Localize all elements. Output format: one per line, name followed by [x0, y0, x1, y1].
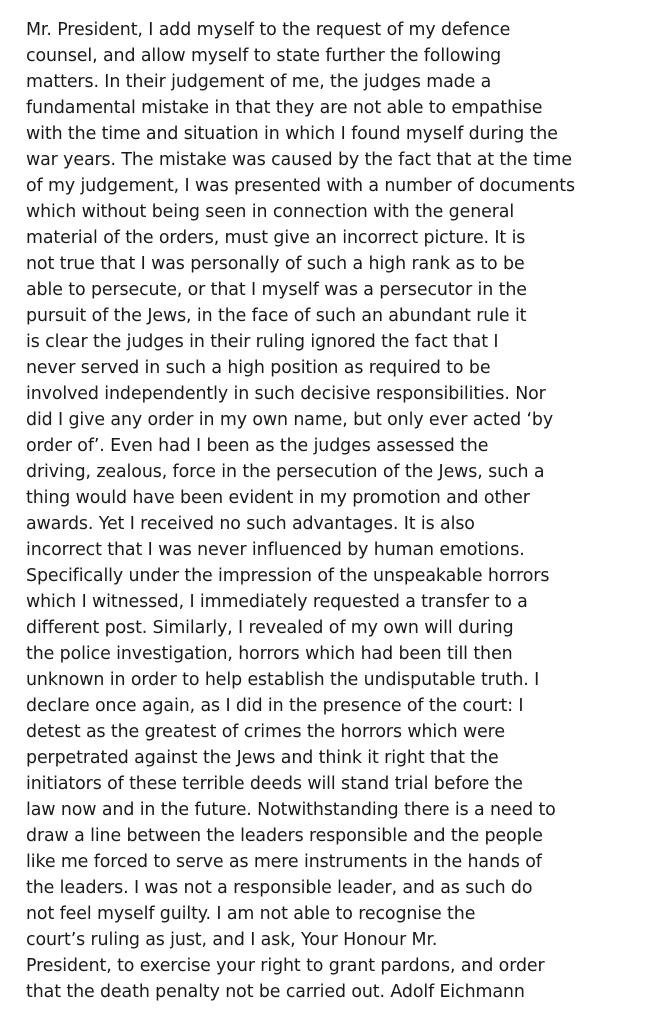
text-line: driving, zealous, force in the persecution of the Jews, such a — [26, 462, 545, 482]
text-line: like me forced to serve as mere instruments in the hands of — [26, 852, 542, 872]
text-line: Mr. President, I add myself to the request of my defence — [26, 20, 511, 40]
text-line: is clear the judges in their ruling ignored the fact that I — [26, 332, 499, 352]
text-line: of my judgement, I was presented with a number of documents — [26, 176, 575, 196]
text-line: which I witnessed, I immediately requested a transfer to a — [26, 592, 528, 612]
text-line: declare once again, as I did in the presence of the court: I — [26, 696, 524, 716]
text-line: matters. In their judgement of me, the judges made a — [26, 72, 492, 92]
text-line: with the time and situation in which I found myself during the — [26, 124, 558, 144]
text-line: which without being seen in connection with the general — [26, 202, 515, 222]
text-line: pursuit of the Jews, in the face of such an abundant rule it — [26, 306, 527, 326]
text-line: war years. The mistake was caused by the fact that at the time — [26, 150, 572, 170]
text-line: involved independently in such decisive responsibilities. Nor — [26, 384, 546, 404]
text-line: initiators of these terrible deeds will stand trial before the — [26, 774, 523, 794]
text-line: President, to exercise your right to grant pardons, and order — [26, 956, 545, 976]
text-line: court’s ruling as just, and I ask, Your Honour Mr. — [26, 930, 438, 950]
text-line: material of the orders, must give an incorrect picture. It is — [26, 228, 526, 248]
text-line: incorrect that I was never influenced by human emotions. — [26, 540, 525, 560]
text-line: unknown in order to help establish the undisputable truth. I — [26, 670, 540, 690]
text-line: awards. Yet I received no such advantages. It is also — [26, 514, 475, 534]
text-line: never served in such a high position as required to be — [26, 358, 491, 378]
text-line: different post. Similarly, I revealed of my own will during — [26, 618, 514, 638]
text-line: not true that I was personally of such a high rank as to be — [26, 254, 525, 274]
text-line: order of’. Even had I been as the judges assessed the — [26, 436, 489, 456]
text-line: that the death penalty not be carried out. Adolf Eichmann — [26, 982, 525, 1002]
statement-text — [26, 17, 641, 1005]
text-line: thing would have been evident in my promotion and other — [26, 488, 530, 508]
text-line: did I give any order in my own name, but only ever acted ‘by — [26, 410, 554, 430]
text-line: not feel myself guilty. I am not able to recognise the — [26, 904, 476, 924]
text-line: Specifically under the impression of the unspeakable horrors — [26, 566, 550, 586]
text-line: draw a line between the leaders responsible and the people — [26, 826, 543, 846]
text-line: perpetrated against the Jews and think it right that the — [26, 748, 499, 768]
text-line: counsel, and allow myself to state further the following — [26, 46, 502, 66]
text-line: the police investigation, horrors which had been till then — [26, 644, 513, 664]
text-line: fundamental mistake in that they are not able to empathise — [26, 98, 543, 118]
text-line: able to persecute, or that I myself was a persecutor in the — [26, 280, 527, 300]
text-line: the leaders. I was not a responsible leader, and as such do — [26, 878, 533, 898]
text-line: detest as the greatest of crimes the horrors which were — [26, 722, 505, 742]
text-line: law now and in the future. Notwithstanding there is a need to — [26, 800, 556, 820]
